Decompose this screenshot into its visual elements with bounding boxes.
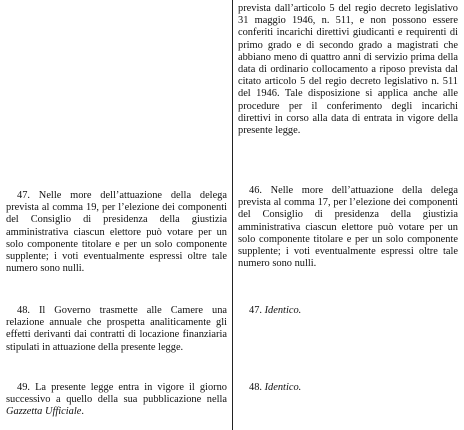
left-paragraph-49-main: 49. La presente legge entra in vigore il giorno successivo a quello della sua pubblicazione nella	[6, 382, 227, 406]
right-paragraph-48-identico: Identico.	[264, 382, 302, 393]
left-paragraph-48-text: 48. Il Governo trasmette alle Camere una relazione annuale che prospetta analiticamente gli effetti derivanti dai contratti di locazione finanziaria stipulati in attuazione della presente legge.	[6, 305, 227, 353]
left-paragraph-49	[6, 382, 227, 419]
right-paragraph-47-number: 47.	[249, 305, 265, 316]
right-continuation	[238, 3, 458, 137]
left-paragraph-47	[6, 190, 227, 275]
right-paragraph-47-text	[238, 305, 458, 317]
right-paragraph-46-text: 46. Nelle more dell’attuazione della delega prevista al comma 17, per l’elezione dei componenti del Consiglio di presidenza della giustizia amministrativa ciascun elettore può votare per un solo componente titolare e per un solo componente supplente; i voti eventualmente espressi oltre tale numero sono nulli.	[238, 185, 458, 270]
right-paragraph-47	[238, 305, 458, 317]
right-paragraph-46	[238, 185, 458, 270]
right-paragraph-48-text	[238, 382, 458, 394]
gazzetta-ufficiale-italic: Gazzetta Ufficiale	[6, 406, 82, 418]
right-paragraph-48	[238, 382, 458, 394]
right-paragraph-47-identico: Identico.	[264, 305, 302, 316]
left-paragraph-49-text	[6, 382, 227, 419]
right-paragraph-48-number: 48.	[249, 382, 265, 393]
left-paragraph-48	[6, 305, 227, 354]
left-paragraph-49-end: .	[81, 406, 84, 418]
column-divider	[232, 0, 233, 430]
left-paragraph-47-text: 47. Nelle more dell’attuazione della delega prevista al comma 19, per l’elezione dei componenti del Consiglio di presidenza della giustizia amministrativa ciascun elettore può votare per un solo componente titolare e per un solo componente supplente; i voti eventualmente espressi oltre tale numero sono nulli.	[6, 190, 227, 275]
right-continuation-text: prevista dall’articolo 5 del regio decreto legislativo 31 maggio 1946, n. 511, e non possono essere conferiti incarichi direttivi giudicanti e requirenti di primo grado e di secondo grado a magistrati che abbiano meno di quattro anni di servizio prima della data di ordinario collocamento a riposo prevista dal citato articolo 5 del regio decreto legislativo n. 511 del 1946. Tale disposizione si applica anche alle procedure per il conferimento degli incarichi direttivi in corso alla data di entrata in vigore della presente legge.	[238, 3, 458, 137]
